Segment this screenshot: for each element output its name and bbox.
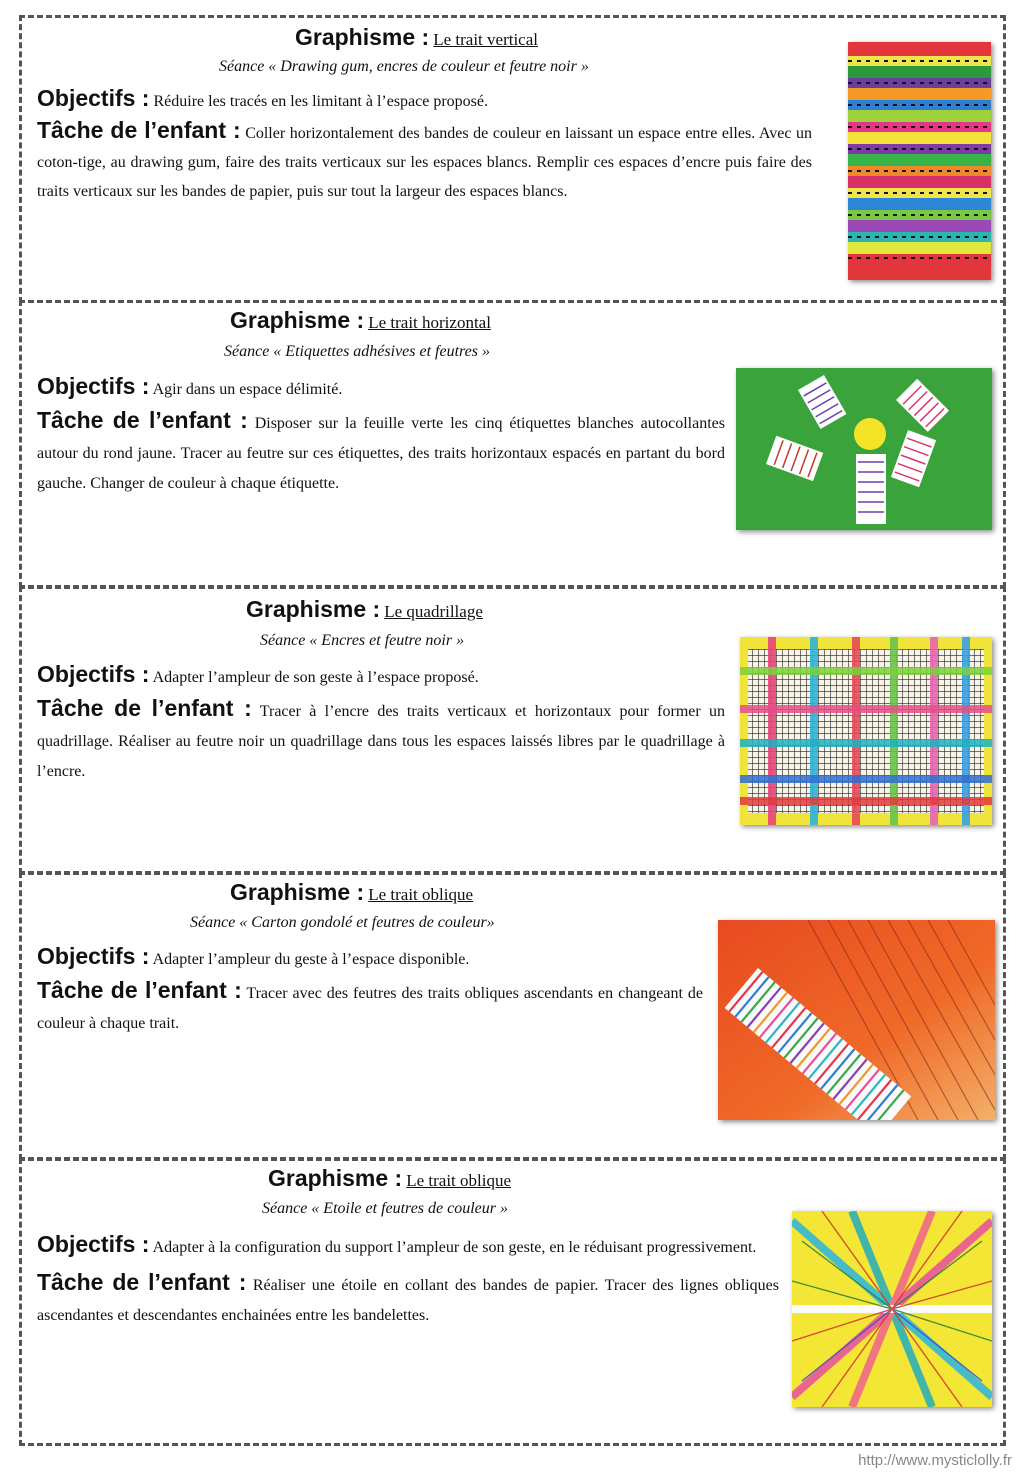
star-artwork-icon: [792, 1211, 992, 1407]
card-title: [246, 596, 483, 623]
objectifs-text: Adapter à la configuration du support l’ampleur de son geste, en le réduisant progressivement.: [152, 1239, 757, 1256]
objectifs-label: Objectifs :: [37, 85, 150, 111]
tache-label: Tâche de l’enfant :: [37, 977, 242, 1003]
seance: Séance « Etiquettes adhésives et feutres »: [224, 343, 490, 360]
tache-label: Tâche de l’enfant :: [37, 1269, 247, 1295]
card-title: [230, 307, 491, 334]
subject: Le trait vertical: [433, 30, 538, 49]
objectifs-line: [37, 371, 725, 405]
card-body: [37, 1229, 779, 1331]
objectifs-text: Agir dans un espace délimité.: [152, 381, 343, 398]
subject: Le trait oblique: [406, 1171, 512, 1190]
card-body: [37, 659, 725, 787]
subject: Le trait horizontal: [368, 313, 491, 332]
objectifs-label: Objectifs :: [37, 661, 150, 687]
objectifs-line: [37, 1229, 779, 1263]
seance: Séance « Encres et feutre noir »: [260, 632, 465, 649]
seance: Séance « Etoile et feutres de couleur »: [262, 1200, 508, 1217]
objectifs-label: Objectifs :: [37, 943, 150, 969]
objectifs-line: [37, 84, 812, 116]
tache-text: Tracer à l’encre des traits verticaux et horizontaux pour former un quadrillage. Réaliser au feutre noir un quadrillage dans tous les espaces laissés libres par le quadrillage à l’encre.: [37, 703, 725, 780]
card-trait-vertical: [19, 15, 1006, 303]
tache-text: Tracer avec des feutres des traits obliques ascendants en changeant de couleur à chaque trait.: [37, 985, 703, 1032]
card-trait-oblique-1: [19, 872, 1006, 1160]
tache-line: [37, 693, 725, 787]
card-title: [268, 1165, 511, 1192]
graphisme-label: Graphisme :: [295, 24, 430, 50]
card-body: [37, 84, 812, 206]
card-trait-horizontal: [19, 300, 1006, 588]
objectifs-text: Adapter l’ampleur de son geste à l’espace proposé.: [152, 669, 479, 686]
tache-line: [37, 116, 812, 206]
objectifs-label: Objectifs :: [37, 373, 150, 399]
tache-line: [37, 1267, 779, 1331]
objectifs-text: Réduire les tracés en les limitant à l’espace proposé.: [153, 93, 489, 110]
subject: Le quadrillage: [384, 602, 483, 621]
card-body: [37, 371, 725, 499]
vertical-stripes-artwork-icon: [848, 42, 991, 280]
seance: Séance « Drawing gum, encres de couleur et feutre noir »: [219, 58, 589, 75]
objectifs-line: [37, 659, 725, 693]
card-title: [295, 24, 538, 51]
oblique-cardboard-artwork-icon: [718, 920, 995, 1120]
card-body: [37, 941, 703, 1039]
objectifs-line: [37, 941, 703, 975]
graphisme-label: Graphisme :: [230, 307, 365, 333]
tache-text: Disposer sur la feuille verte les cinq étiquettes blanches autocollantes autour du rond jaune. Tracer au feutre sur ces étiquettes, des traits horizontaux espacés en partant du bord gauche. Changer de couleur à chaque étiquette.: [37, 415, 726, 492]
graphisme-label: Graphisme :: [230, 879, 365, 905]
tache-label: Tâche de l’enfant :: [37, 695, 252, 721]
tache-label: Tâche de l’enfant :: [37, 407, 248, 433]
tache-label: Tâche de l’enfant :: [37, 117, 241, 143]
card-trait-oblique-2: [19, 1158, 1006, 1446]
grid-artwork-icon: [740, 637, 992, 825]
tache-text: Réaliser une étoile en collant des bandes de papier. Tracer des lignes obliques ascendantes et descendantes enchainées entre les bandelettes.: [37, 1277, 779, 1324]
objectifs-text: Adapter l’ampleur du geste à l’espace disponible.: [152, 951, 470, 968]
graphisme-label: Graphisme :: [268, 1165, 403, 1191]
footer-url: http://www.mysticlolly.fr: [858, 1452, 1012, 1469]
seance: Séance « Carton gondolé et feutres de couleur»: [190, 914, 495, 931]
objectifs-label: Objectifs :: [37, 1231, 150, 1257]
tache-text: Coller horizontalement des bandes de couleur en laissant un espace entre elles. Avec un coton-tige, au drawing gum, faire des traits verticaux sur les espaces blancs. Remplir ces espaces d’encre puis faire des traits verticaux sur les bandes de papier, puis sur tout la largeur des espaces blancs.: [37, 125, 812, 200]
tache-line: [37, 975, 703, 1039]
subject: Le trait oblique: [368, 885, 474, 904]
tache-line: [37, 405, 725, 499]
card-title: [230, 879, 473, 906]
labels-flower-artwork-icon: [736, 368, 992, 530]
graphisme-label: Graphisme :: [246, 596, 381, 622]
card-quadrillage: [19, 586, 1006, 874]
